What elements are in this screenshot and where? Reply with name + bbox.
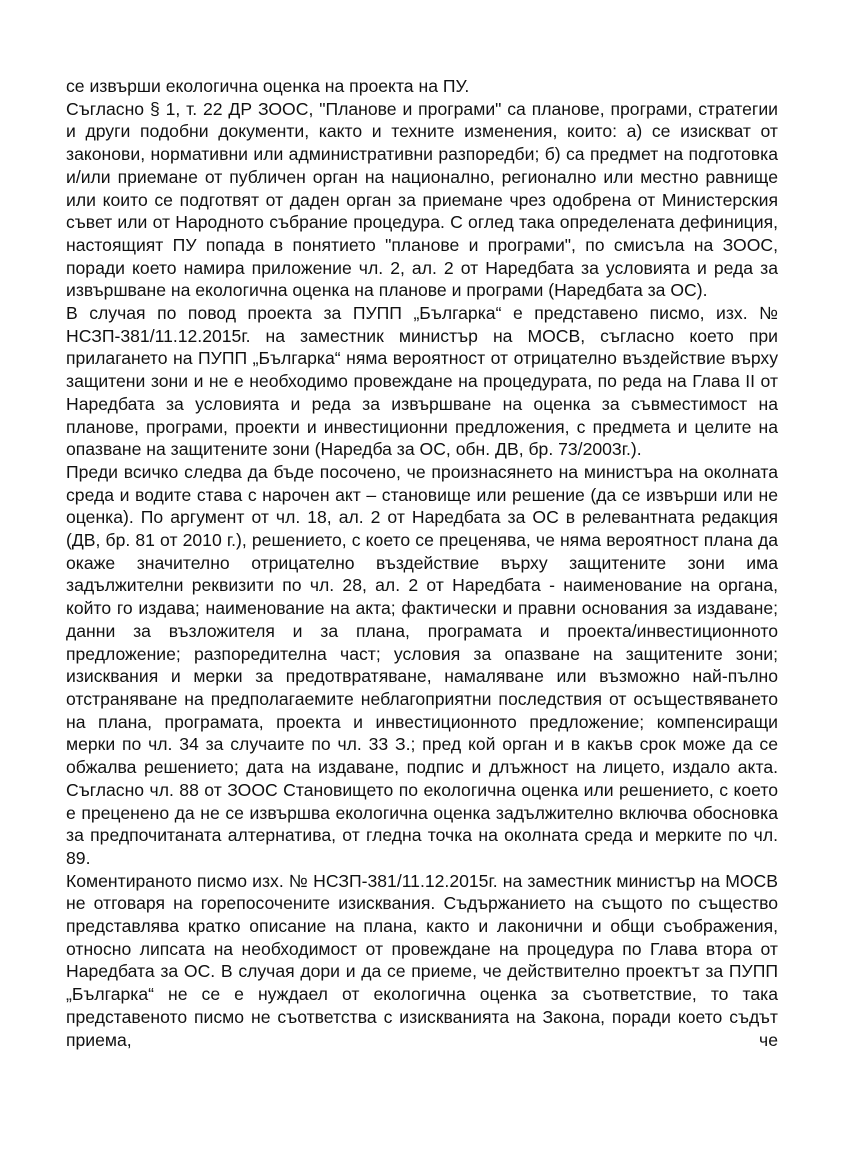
paragraph: В случая по повод проекта за ПУПП „Българка“ е представено писмо, изх. № НСЗП-381/11.12.2015г. на заместник министър на МОСВ, съгласно което при прилагането на ПУПП „Българка“ няма вероятност от отрицателно въздействие върху защитени зони и не е необходимо провеждане на процедурата, по реда на Глава II от Наредбата за условията и реда за извършване на оценка за съвместимост на планове, програми, проекти и инвестиционни предложения, с предмета и целите на опазване на защитените зони (Наредба за ОС, обн. ДВ, бр. 73/2003г.). (66, 303, 778, 460)
document-page (66, 75, 778, 1051)
paragraph: се извърши екологична оценка на проекта на ПУ. (66, 76, 470, 96)
paragraph: Преди всичко следва да бъде посочено, че произнасянето на министъра на околната среда и водите става с нарочен акт – становище или решение (да се извърши или не оценка). По аргумент от чл. 18, ал. 2 от Наредбата за ОС в релевантната редакция (ДВ, бр. 81 от 2010 г.), решението, с което се преценява, че няма вероятност плана да окаже значително отрицателно въздействие върху защитените зони има задължителни реквизити по чл. 28, ал. 2 от Наредбата - наименование на органа, който го издава; наименование на акта; фактически и правни основания за издаване; данни за възложителя и за плана, програмата и проекта/инвестиционното предложение; разпоредителна част; условия за опазване на защитените зони; изисквания и мерки за предотвратяване, намаляване или възможно най-пълно отстраняване на предполагаемите неблагоприятни последствия от осъществяването на плана, програмата, проекта и инвестиционното предложение; компенсиращи мерки по чл. 34 за случаите по чл. 33 З.; пред кой орган и в какъв срок може да се обжалва решението; дата на издаване, подпис и длъжност на лицето, издало акта. Съгласно чл. 88 от ЗООС Становището по екологична оценка или решението, с което е преценено да не се извършва екологична оценка задължително включва обосновка за предпочитаната алтернатива, от гледна точка на околната среда и мерките по чл. 89. (66, 461, 778, 868)
paragraph: Коментираното писмо изх. № НСЗП-381/11.12.2015г. на заместник министър на МОСВ не отговаря на горепосочените изисквания. Съдържанието на същото по същество представлява кратко описание на плана, както и лаконични и общи съображения, относно липсата на необходимост от провеждане на процедура по Глава втора от Наредбата за ОС. В случая дори и да се приеме, че действително проектът за ПУПП „Българка“ не се е нуждаел от екологична оценка за съответствие, то така представеното писмо не съответства с изискванията на Закона, поради което съдът приема, че (66, 870, 778, 1050)
paragraph: Съгласно § 1, т. 22 ДР ЗООС, "Планове и програми" са планове, програми, стратегии и други подобни документи, както и техните изменения, които: а) се изискват от законови, нормативни или административни разпоредби; б) са предмет на подготовка и/или приемане от публичен орган на национално, регионално или местно равнище или които се подготвят от даден орган за приемане чрез одобрена от Министерския съвет или от Народното събрание процедура. С оглед така определената дефиниция, настоящият ПУ попада в понятието "планове и програми", по смисъла на ЗООС, поради което намира приложение чл. 2, ал. 2 от Наредбата за условията и реда за извършване на екологична оценка на планове и програми (Наредбата за ОС). (66, 98, 778, 301)
